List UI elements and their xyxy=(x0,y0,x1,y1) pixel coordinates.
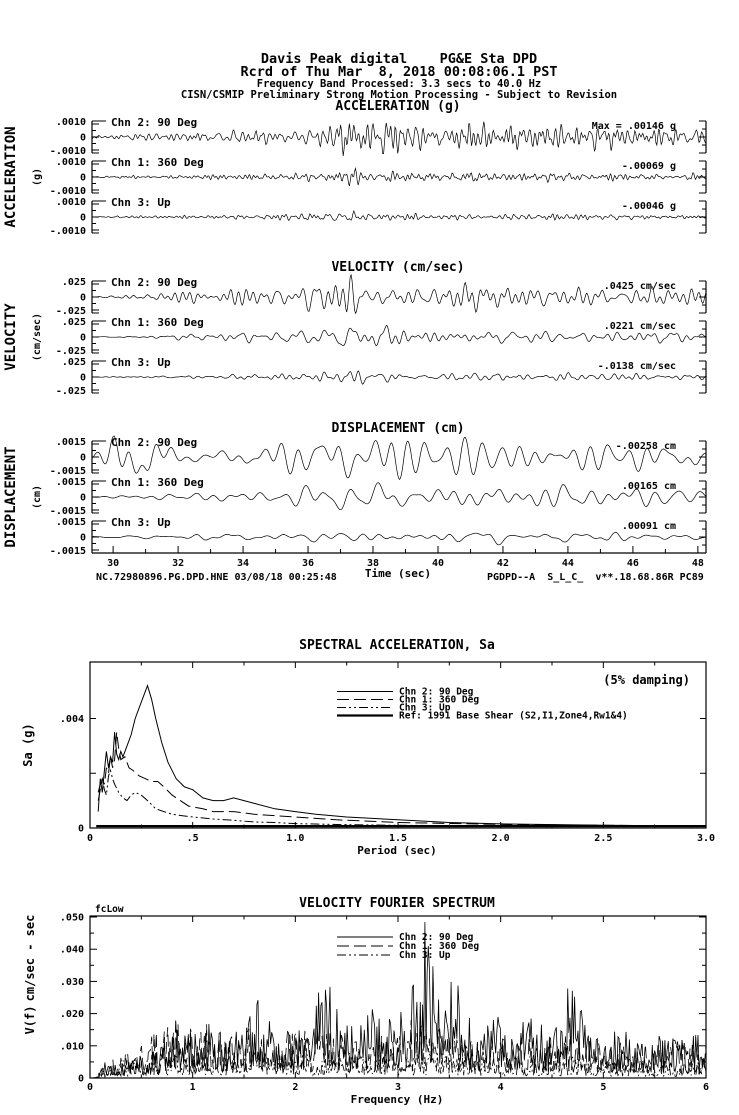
fourier-yaxis-label: V(f) xyxy=(23,1005,37,1035)
side-axis-unit: (g) xyxy=(32,167,43,187)
sa-legend-label-0: Chn 2: 90 Deg xyxy=(399,686,474,698)
fourier-xtick-label: 1 xyxy=(189,1082,196,1093)
station-title: Davis Peak digital PG&E Sta DPD xyxy=(260,51,538,67)
side-axis-label: VELOCITY xyxy=(3,303,19,371)
panel-ytick-bottom: -.0010 xyxy=(49,186,86,197)
channel-label: Chn 1: 360 Deg xyxy=(111,156,204,169)
processing-id-note: PGDPD--A S_L_C_ v**.18.68.86R PC89 xyxy=(487,572,704,583)
time-axis-tick-label: 42 xyxy=(496,558,509,569)
time-axis-tick-label: 30 xyxy=(107,558,120,569)
panel-ytick-top: .0010 xyxy=(55,197,86,208)
time-axis-label: Time (sec) xyxy=(364,567,432,580)
fourier-xtick-label: 6 xyxy=(702,1082,710,1093)
panel-ytick-top: .025 xyxy=(61,277,86,288)
time-axis-tick-label: 32 xyxy=(172,558,185,569)
side-axis-label: DISPLACEMENT xyxy=(3,446,19,548)
panel-ytick-zero: 0 xyxy=(79,532,86,544)
panel-ytick-zero: 0 xyxy=(79,372,86,384)
fourier-ytick-label: 0 xyxy=(77,1073,84,1085)
sa-legend-label-3: Ref: 1991 Base Shear (S2,I1,Zone4,Rw1&4) xyxy=(399,710,628,722)
record-timestamp: Rcrd of Thu Mar 8, 2018 00:08:06.1 PST xyxy=(240,64,558,80)
sa-ytick-label: 0 xyxy=(77,823,84,835)
velocity-fourier-spectrum-chart xyxy=(0,876,739,1115)
channel-label: Chn 2: 90 Deg xyxy=(111,276,198,289)
fourier-xtick-label: 0 xyxy=(86,1082,94,1093)
sa-title: SPECTRAL ACCELERATION, Sa xyxy=(299,638,495,653)
processing-disclaimer: CISN/CSMIP Preliminary Strong Motion Processing - Subject to Revision xyxy=(180,89,618,101)
channel-max-value: -.00046 g xyxy=(621,201,676,212)
displacement-trace-3 xyxy=(92,532,706,545)
channel-label: Chn 3: Up xyxy=(111,356,171,369)
sa-xtick-label: 2.0 xyxy=(491,833,510,844)
fourier-ytick-label: .020 xyxy=(59,1009,84,1021)
spectral-acceleration-chart xyxy=(0,618,739,879)
time-axis-tick-label: 48 xyxy=(691,558,704,569)
panel-group-title: ACCELERATION (g) xyxy=(335,100,461,114)
fourier-title: VELOCITY FOURIER SPECTRUM xyxy=(299,896,495,911)
panel-ytick-bottom: -.0015 xyxy=(49,546,86,557)
channel-label: Chn 3: Up xyxy=(111,196,171,209)
sa-xtick-label: 1.0 xyxy=(286,833,305,844)
sa-ytick-label: .004 xyxy=(59,714,84,725)
panel-ytick-zero: 0 xyxy=(79,452,86,464)
channel-max-value: -.00069 g xyxy=(621,161,676,172)
sa-xtick-label: .5 xyxy=(186,833,199,844)
panel-ytick-bottom: -.0010 xyxy=(49,226,86,237)
channel-label: Chn 3: Up xyxy=(111,516,171,529)
panel-ytick-zero: 0 xyxy=(79,212,86,224)
acceleration-trace-3 xyxy=(92,211,706,221)
panel-ytick-top: .0015 xyxy=(55,517,86,528)
fourier-ytick-label: .010 xyxy=(59,1041,84,1053)
channel-max-value: .0425 cm/sec xyxy=(603,281,676,292)
panel-ytick-zero: 0 xyxy=(79,132,86,144)
panel-ytick-top: .0010 xyxy=(55,117,86,128)
channel-max-value: -.0138 cm/sec xyxy=(597,361,676,372)
fourier-legend-label-0: Chn 2: 90 Deg xyxy=(399,932,474,944)
fourier-legend-label-1: Chn 1: 360 Deg xyxy=(399,941,480,953)
channel-max-value: .0221 cm/sec xyxy=(603,321,676,332)
panel-ytick-zero: 0 xyxy=(79,332,86,344)
velocity-trace-3 xyxy=(92,371,706,384)
fourier-xaxis-label: Frequency (Hz) xyxy=(350,1093,444,1106)
panel-ytick-top: .0015 xyxy=(55,477,86,488)
fourier-xtick-label: 2 xyxy=(292,1082,299,1093)
channel-label: Chn 2: 90 Deg xyxy=(111,436,198,449)
sa-svg xyxy=(0,618,739,875)
panel-ytick-bottom: -.025 xyxy=(55,346,86,357)
fourier-ytick-label: .040 xyxy=(59,944,84,956)
frequency-band-note: Frequency Band Processed: 3.3 secs to 40.0 Hz xyxy=(256,78,542,90)
time-axis-tick-label: 36 xyxy=(302,558,315,569)
panel-ytick-top: .0010 xyxy=(55,157,86,168)
channel-label: Chn 1: 360 Deg xyxy=(111,476,204,489)
side-axis-unit: (cm/sec) xyxy=(32,312,43,362)
channel-max-value: .00091 cm xyxy=(621,521,676,532)
fourier-svg xyxy=(0,876,739,1115)
panel-group-title: VELOCITY (cm/sec) xyxy=(331,260,465,275)
side-axis-unit: (cm) xyxy=(32,484,43,510)
time-axis-tick-label: 40 xyxy=(431,558,445,569)
sa-curve-3 xyxy=(98,771,706,827)
sa-legend-label-2: Chn 3: Up xyxy=(399,702,451,714)
sa-curve-2 xyxy=(98,732,706,826)
panel-ytick-bottom: -.0010 xyxy=(49,146,86,157)
panel-ytick-zero: 0 xyxy=(79,292,86,304)
panel-ytick-bottom: -.0015 xyxy=(49,506,86,517)
sa-xtick-label: 0 xyxy=(86,833,94,844)
panel-ytick-top: .025 xyxy=(61,357,86,368)
fourier-ytick-label: .050 xyxy=(59,912,84,924)
fourier-legend-label-2: Chn 3: Up xyxy=(399,950,451,962)
channel-label: Chn 1: 360 Deg xyxy=(111,316,204,329)
sa-xtick-label: 1.5 xyxy=(388,833,408,844)
panel-ytick-top: .0015 xyxy=(55,437,86,448)
fourier-xtick-label: 5 xyxy=(600,1082,607,1093)
time-axis-tick-label: 34 xyxy=(237,558,250,569)
side-axis-label: ACCELERATION xyxy=(3,126,19,228)
timeseries-svg xyxy=(0,100,739,592)
timeseries-chart xyxy=(0,100,739,596)
channel-max-value: -.00258 cm xyxy=(615,441,676,452)
sa-legend-label-1: Chn 1: 360 Deg xyxy=(399,694,480,706)
time-axis-tick-label: 44 xyxy=(561,558,574,569)
time-axis-tick-label: 46 xyxy=(626,558,639,569)
panel-ytick-bottom: -.025 xyxy=(55,306,86,317)
sa-yaxis-label: Sa (g) xyxy=(21,723,35,767)
fourier-ytick-label: .030 xyxy=(59,976,84,988)
fourier-xtick-label: 4 xyxy=(497,1082,504,1093)
fourier-yaxis-unit: cm/sec - sec xyxy=(23,914,37,1002)
sa-xtick-label: 2.5 xyxy=(594,833,613,844)
panel-ytick-zero: 0 xyxy=(79,172,86,184)
panel-ytick-bottom: -.0015 xyxy=(49,466,86,477)
panel-group-title: DISPLACEMENT (cm) xyxy=(331,421,465,436)
acceleration-trace-2 xyxy=(92,168,706,186)
sa-xaxis-label: Period (sec) xyxy=(357,844,437,857)
fourier-xtick-label: 3 xyxy=(394,1082,402,1093)
panel-ytick-top: .025 xyxy=(61,317,86,328)
fc-low-marker-label: fcLow xyxy=(95,904,124,915)
channel-max-value: .00165 cm xyxy=(621,481,676,492)
sa-xtick-label: 3.0 xyxy=(696,833,716,844)
panel-ytick-bottom: -.025 xyxy=(55,386,86,397)
panel-ytick-zero: 0 xyxy=(79,492,86,504)
channel-label: Chn 2: 90 Deg xyxy=(111,116,198,129)
record-id-note: NC.72980896.PG.DPD.HNE 03/08/18 00:25:48 xyxy=(96,572,337,583)
channel-max-value: Max = .00146 g xyxy=(591,121,676,132)
sa-damping-annotation: (5% damping) xyxy=(603,673,690,687)
time-axis-tick-label: 38 xyxy=(366,558,380,569)
report-header xyxy=(44,53,739,101)
